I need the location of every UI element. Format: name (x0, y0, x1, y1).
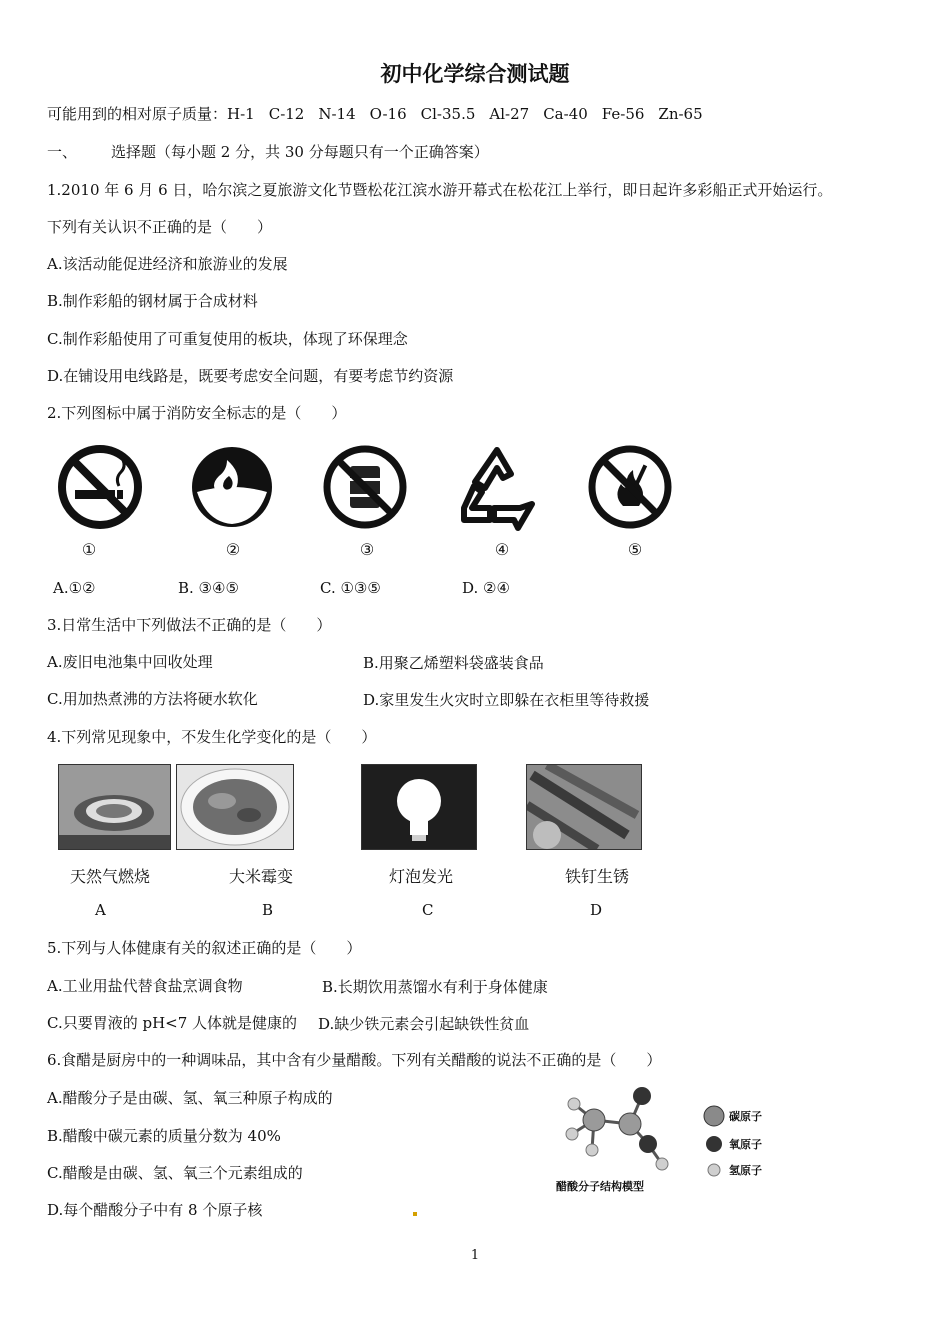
legend-hydrogen: 氢原子 (729, 1164, 762, 1177)
atomic-mass-value: Al-27 (489, 105, 530, 123)
q6-option-d: D.每个醋酸分子中有 8 个原子核 (47, 1201, 263, 1219)
photo-letter: A (95, 901, 106, 919)
q3-option-a: A.废旧电池集中回收处理 (47, 653, 213, 671)
no-flammable-barrel-sign-icon (320, 442, 410, 532)
q6-option-b: B.醋酸中碳元素的质量分数为 40% (47, 1127, 281, 1145)
sign-number: ② (225, 540, 241, 559)
q4-stem: 4.下列常见现象中，不发生化学变化的是（ ） (47, 728, 377, 746)
atomic-mass-value: N-14 (318, 105, 356, 123)
photo-caption: 大米霉变 (229, 867, 294, 886)
q2-option-d: D. ②④ (462, 579, 510, 597)
sign-number: ③ (359, 540, 375, 559)
section-number: 一、 (47, 143, 78, 161)
photo-caption: 灯泡发光 (389, 867, 454, 886)
photo-caption: 天然气燃烧 (70, 867, 151, 886)
no-smoking-sign-icon (55, 442, 145, 532)
q2-stem: 2.下列图标中属于消防安全标志的是（ ） (47, 404, 347, 422)
q1-stem-line1: 1.2010 年 6 月 6 日，哈尔滨之夏旅游文化节暨松花江滨水游开幕式在松花江上举行，即日起许多彩船正式开始运行。 (47, 181, 833, 199)
atomic-mass-value: Cl-35.5 (420, 105, 476, 123)
q1-stem-line2: 下列有关认识不正确的是（ ） (47, 218, 273, 236)
atomic-mass-value: Fe-56 (601, 105, 645, 123)
atomic-mass-label: 可能用到的相对原子质量： (47, 105, 228, 123)
sign-number: ① (81, 540, 97, 559)
legend-oxygen: 氧原子 (729, 1138, 762, 1151)
model-caption: 醋酸分子结构模型 (556, 1180, 644, 1193)
photo-caption: 铁钉生锈 (565, 867, 630, 886)
light-bulb-photo (361, 764, 477, 850)
q5-option-a: A.工业用盐代替食盐烹调食物 (47, 977, 243, 995)
q1-option-b: B.制作彩船的钢材属于合成材料 (47, 292, 258, 310)
q5-option-b: B.长期饮用蒸馏水有利于身体健康 (322, 978, 548, 996)
q5-option-c: C.只要胃液的 pH<7 人体就是健康的 (47, 1014, 298, 1032)
flammable-liquid-sign-icon (187, 442, 277, 532)
rusty-nails-photo (526, 764, 642, 850)
atomic-mass-value: H-1 (227, 105, 255, 123)
sign-number: ④ (494, 540, 510, 559)
photo-letter: D (590, 901, 603, 919)
q3-option-b: B.用聚乙烯塑料袋盛装食品 (363, 654, 544, 672)
q3-option-c: C.用加热煮沸的方法将硬水软化 (47, 690, 258, 708)
q1-option-d: D.在铺设用电线路是，既要考虑安全问题，有要考虑节约资源 (47, 367, 454, 385)
photo-letter: B (262, 901, 274, 919)
q3-stem: 3.日常生活中下列做法不正确的是（ ） (47, 616, 332, 634)
q6-stem: 6.食醋是厨房中的一种调味品，其中含有少量醋酸。下列有关醋酸的说法不正确的是（ ） (47, 1051, 662, 1069)
section-heading (47, 142, 489, 162)
q6-option-c: C.醋酸是由碳、氢、氧三个元素组成的 (47, 1164, 303, 1182)
q3-option-d: D.家里发生火灾时立即躲在衣柜里等待救援 (363, 691, 650, 709)
page-number: 1 (470, 1248, 480, 1263)
legend-carbon: 碳原子 (729, 1110, 762, 1123)
q2-option-c: C. ①③⑤ (320, 579, 381, 597)
recycle-sign-icon (452, 442, 542, 532)
q6-option-a: A.醋酸分子是由碳、氢、氧三种原子构成的 (47, 1089, 333, 1107)
gas-burner-photo (58, 764, 171, 850)
atomic-mass-value: O-16 (369, 105, 407, 123)
sign-number: ⑤ (627, 540, 643, 559)
stray-mark (413, 1212, 417, 1216)
section-text: 选择题（每小题 2 分，共 30 分每题只有一个正确答案） (111, 143, 489, 161)
q1-option-c: C.制作彩船使用了可重复使用的板块，体现了环保理念 (47, 330, 408, 348)
q1-option-a: A.该活动能促进经济和旅游业的发展 (47, 255, 288, 273)
q2-option-a: A.①② (53, 579, 96, 597)
atomic-mass-value: C-12 (268, 105, 305, 123)
atomic-mass-value: Zn-65 (658, 105, 703, 123)
atomic-mass-line (47, 104, 717, 124)
photo-letter: C (422, 901, 434, 919)
no-open-flame-sign-icon (585, 442, 675, 532)
atomic-mass-value: Ca-40 (543, 105, 588, 123)
page-title: 初中化学综合测试题 (380, 62, 570, 86)
q5-stem: 5.下列与人体健康有关的叙述正确的是（ ） (47, 939, 362, 957)
q5-option-d: D.缺少铁元素会引起缺铁性贫血 (318, 1015, 530, 1033)
q2-option-b: B. ③④⑤ (178, 579, 239, 597)
moldy-rice-photo (176, 764, 294, 850)
